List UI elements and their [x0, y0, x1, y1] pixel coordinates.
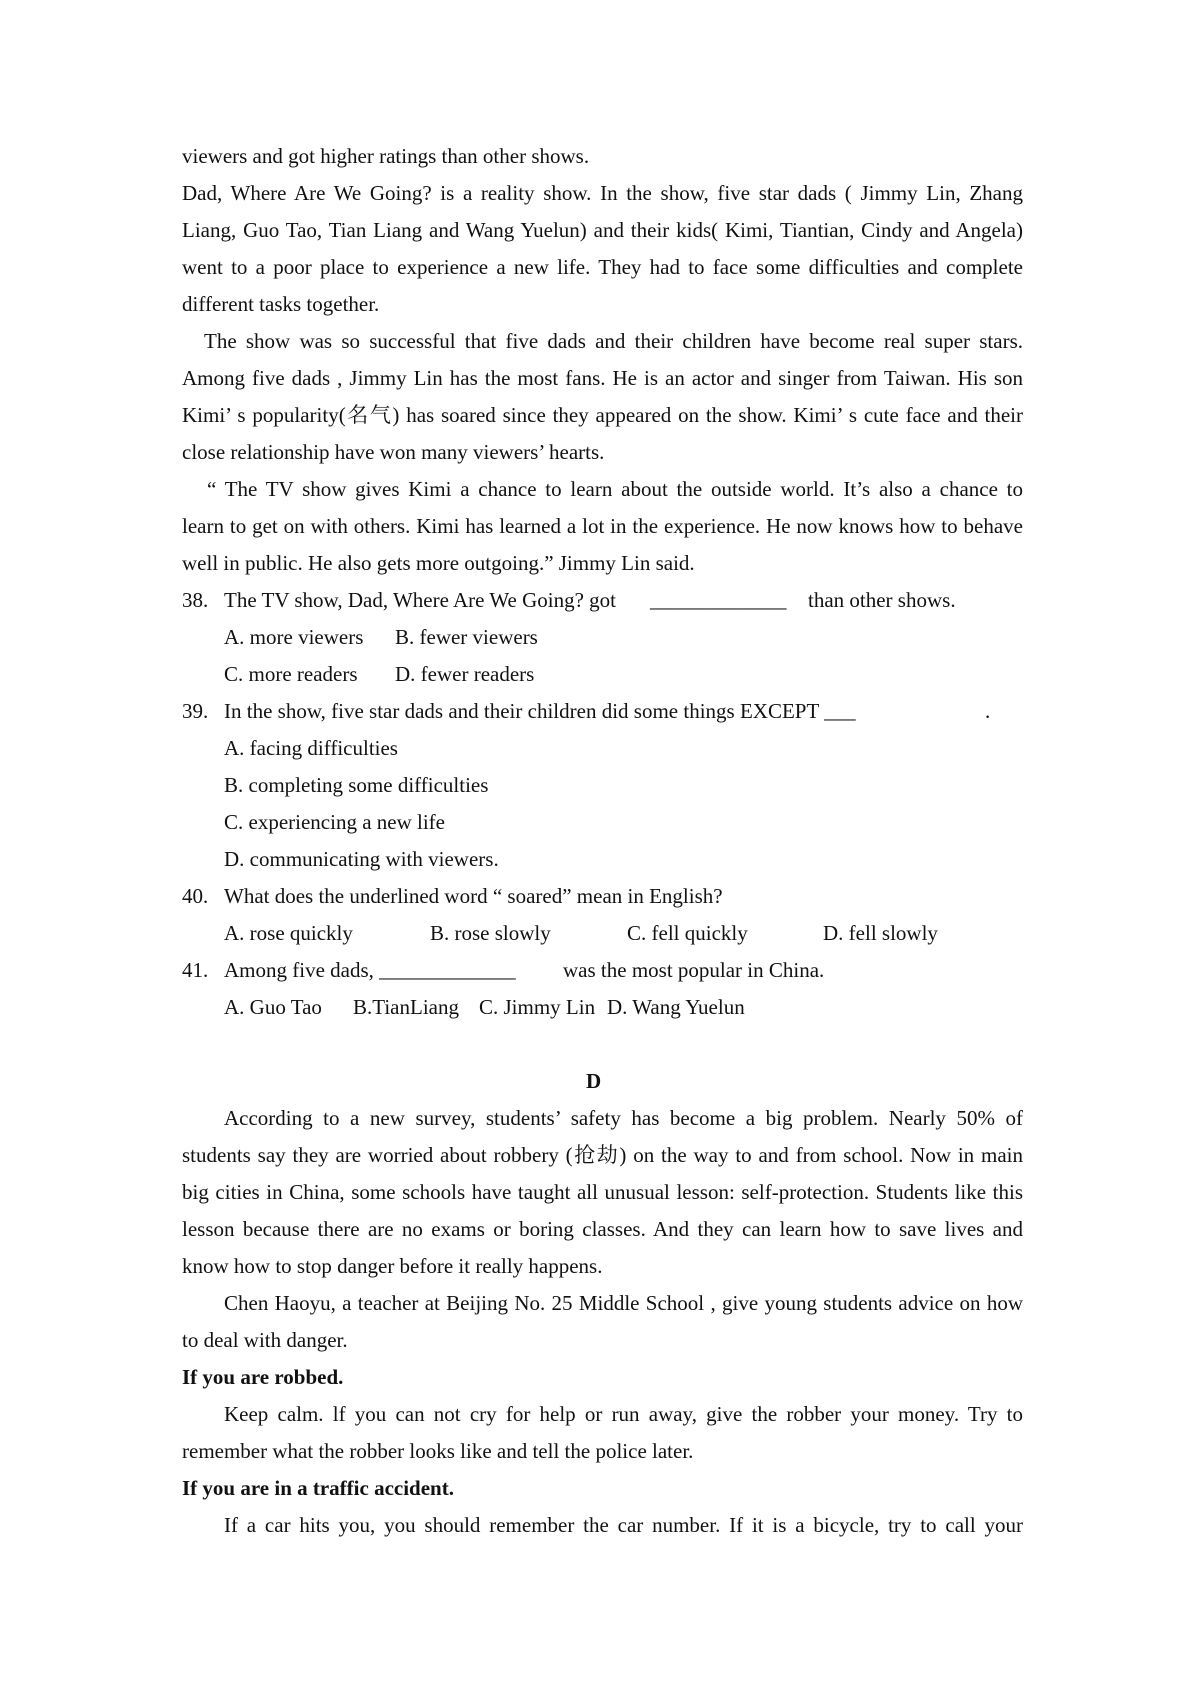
question-number: 39. — [182, 699, 209, 723]
option-d: D. communicating with viewers. — [224, 847, 499, 871]
question-stem: In the show, five star dads and their children did some things EXCEPT ___ — [224, 699, 856, 723]
document-content — [182, 138, 1023, 1544]
subheading-traffic-accident: If you are in a traffic accident. — [182, 1476, 454, 1500]
question-38-options-row — [182, 656, 1023, 693]
question-number: 40. — [182, 884, 209, 908]
passage-c-p3-line: well in public. He also gets more outgoing.” Jimmy Lin said. — [182, 551, 695, 575]
subheading-robbed: If you are robbed. — [182, 1365, 344, 1389]
question-38 — [182, 582, 1023, 619]
option-b: B. rose slowly — [430, 921, 551, 945]
passage-d-p3-line: Keep calm. lf you can not cry for help or run away, give the robber your money. Try to — [224, 1402, 1023, 1426]
answer-blank: _____________ — [650, 588, 787, 612]
section-heading — [182, 1063, 1023, 1100]
option-b: B. completing some difficulties — [224, 773, 489, 797]
question-39-option — [182, 804, 1023, 841]
question-stem: What does the underlined word “ soared” mean in English? — [224, 884, 723, 908]
question-38-options-row — [182, 619, 1023, 656]
option-b: B. fewer viewers — [395, 625, 538, 649]
passage-c-p3-line: “ The TV show gives Kimi a chance to learn about the outside world. It’s also a chance to — [207, 477, 1023, 501]
question-stem-end: than other shows. — [808, 588, 956, 612]
passage-d-p2-line: to deal with danger. — [182, 1328, 348, 1352]
passage-d-p2-line: Chen Haoyu, a teacher at Beijing No. 25 Middle School , give young students advice on how — [224, 1291, 1023, 1315]
question-40-options-row — [182, 915, 1023, 952]
passage-c-continuation-line: viewers and got higher ratings than other shows. — [182, 144, 590, 168]
question-stem: The TV show, Dad, Where Are We Going? got — [224, 588, 616, 612]
question-number: 38. — [182, 588, 209, 612]
option-c: C. experiencing a new life — [224, 810, 445, 834]
passage-c-p2-line: Among five dads , Jimmy Lin has the most fans. He is an actor and singer from Taiwan. His son — [182, 366, 1023, 390]
passage-c-p1-line: went to a poor place to experience a new life. They had to face some difficulties and complete — [182, 255, 1023, 279]
option-a: A. more viewers — [224, 625, 364, 649]
option-d: D. Wang Yuelun — [607, 995, 745, 1019]
question-number: 41. — [182, 958, 209, 982]
option-a: A. facing difficulties — [224, 736, 398, 760]
option-a: A. Guo Tao — [224, 995, 322, 1019]
question-stem: Among five dads, _____________ — [224, 958, 516, 982]
question-39-option — [182, 730, 1023, 767]
option-c: C. Jimmy Lin — [479, 995, 596, 1019]
question-stem-end: . — [985, 699, 991, 723]
passage-d-p4-line: If a car hits you, you should remember the car number. If it is a bicycle, try to call your — [224, 1513, 1023, 1537]
question-stem-end: was the most popular in China. — [563, 958, 825, 982]
passage-c-p1-line: Liang, Guo Tao, Tian Liang and Wang Yuelun) and their kids( Kimi, Tiantian, Cindy and Angela) — [182, 218, 1023, 242]
passage-c-p2-line: The show was so successful that five dads and their children have become real super stars. — [204, 329, 1023, 353]
section-heading-label: D — [586, 1069, 602, 1093]
question-40 — [182, 878, 1023, 915]
question-39 — [182, 693, 1023, 730]
question-41 — [182, 952, 1023, 989]
question-41-options-row — [182, 989, 1023, 1026]
passage-c-p3-line: learn to get on with others. Kimi has learned a lot in the experience. He now knows how to behave — [182, 514, 1023, 538]
option-a: A. rose quickly — [224, 921, 353, 945]
passage-d-p1-line: lesson because there are no exams or boring classes. And they can learn how to save lives and — [182, 1217, 1023, 1241]
passage-d-p1-line: big cities in China, some schools have taught all unusual lesson: self-protection. Students like this — [182, 1180, 1023, 1204]
passage-c-p2-line: Kimi’ s popularity(名气) has soared since they appeared on the show. Kimi’ s cute face and their — [182, 403, 1023, 427]
option-c: C. fell quickly — [627, 921, 748, 945]
passage-c-p1-line: different tasks together. — [182, 292, 380, 316]
option-d: D. fewer readers — [395, 662, 535, 686]
question-39-option — [182, 767, 1023, 804]
passage-d-p1-line: students say they are worried about robbery (抢劫) on the way to and from school. Now in main — [182, 1143, 1023, 1167]
passage-d-p1-line: know how to stop danger before it really happens. — [182, 1254, 603, 1278]
blank-line — [182, 1026, 1023, 1063]
passage-c-p1-line: Dad, Where Are We Going? is a reality show. In the show, five star dads ( Jimmy Lin, Zhang — [182, 181, 1023, 205]
option-c: C. more readers — [224, 662, 358, 686]
option-b: B.TianLiang — [353, 995, 459, 1019]
passage-c-p2-line: close relationship have won many viewers’ hearts. — [182, 440, 605, 464]
passage-d-p3-line: remember what the robber looks like and tell the police later. — [182, 1439, 694, 1463]
question-39-option — [182, 841, 1023, 878]
option-d: D. fell slowly — [823, 921, 938, 945]
passage-d-p1-line: According to a new survey, students’ safety has become a big problem. Nearly 50% of — [224, 1106, 1023, 1130]
